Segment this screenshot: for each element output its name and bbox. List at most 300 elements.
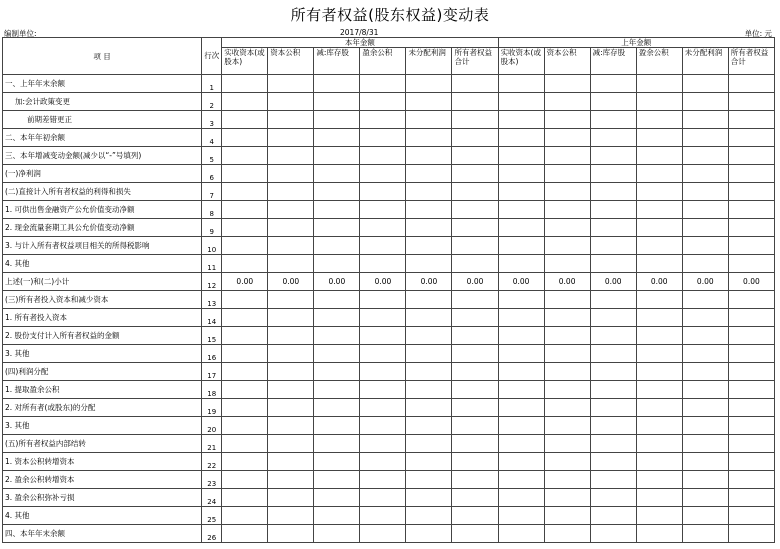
amount-cell[interactable] [544,453,590,471]
amount-cell[interactable] [498,237,544,255]
amount-cell[interactable] [360,147,406,165]
amount-cell[interactable] [360,111,406,129]
amount-cell[interactable] [498,417,544,435]
amount-cell[interactable] [222,75,268,93]
amount-cell[interactable] [636,129,682,147]
amount-cell[interactable] [590,525,636,543]
amount-cell[interactable] [728,309,774,327]
amount-cell[interactable] [222,435,268,453]
amount-cell[interactable] [314,399,360,417]
amount-cell[interactable] [452,471,498,489]
amount-cell[interactable]: 0.00 [544,273,590,291]
amount-cell[interactable] [222,219,268,237]
amount-cell[interactable] [728,453,774,471]
amount-cell[interactable] [268,255,314,273]
amount-cell[interactable] [636,417,682,435]
amount-cell[interactable] [728,345,774,363]
amount-cell[interactable] [728,255,774,273]
amount-cell[interactable] [222,471,268,489]
amount-cell[interactable] [222,129,268,147]
amount-cell[interactable] [268,507,314,525]
amount-cell[interactable] [268,363,314,381]
amount-cell[interactable] [406,507,452,525]
amount-cell[interactable] [498,129,544,147]
amount-cell[interactable] [636,183,682,201]
amount-cell[interactable] [314,345,360,363]
amount-cell[interactable] [544,201,590,219]
amount-cell[interactable] [360,93,406,111]
amount-cell[interactable] [544,165,590,183]
amount-cell[interactable]: 0.00 [360,273,406,291]
amount-cell[interactable] [314,525,360,543]
amount-cell[interactable] [498,399,544,417]
amount-cell[interactable] [498,525,544,543]
amount-cell[interactable] [406,453,452,471]
amount-cell[interactable] [406,255,452,273]
amount-cell[interactable] [268,165,314,183]
amount-cell[interactable] [268,309,314,327]
amount-cell[interactable] [452,453,498,471]
amount-cell[interactable] [682,327,728,345]
amount-cell[interactable] [544,435,590,453]
amount-cell[interactable] [590,255,636,273]
amount-cell[interactable] [728,237,774,255]
amount-cell[interactable] [406,327,452,345]
amount-cell[interactable] [314,435,360,453]
amount-cell[interactable] [222,417,268,435]
amount-cell[interactable] [360,183,406,201]
amount-cell[interactable] [682,255,728,273]
amount-cell[interactable] [682,93,728,111]
amount-cell[interactable] [314,183,360,201]
amount-cell[interactable] [544,327,590,345]
amount-cell[interactable] [406,345,452,363]
amount-cell[interactable] [498,183,544,201]
amount-cell[interactable] [222,165,268,183]
amount-cell[interactable] [406,111,452,129]
amount-cell[interactable] [406,363,452,381]
amount-cell[interactable] [498,93,544,111]
amount-cell[interactable] [452,507,498,525]
amount-cell[interactable] [314,291,360,309]
amount-cell[interactable] [406,381,452,399]
amount-cell[interactable] [544,111,590,129]
amount-cell[interactable] [498,147,544,165]
amount-cell[interactable] [314,417,360,435]
amount-cell[interactable] [728,291,774,309]
amount-cell[interactable] [682,345,728,363]
amount-cell[interactable] [314,111,360,129]
amount-cell[interactable] [314,129,360,147]
amount-cell[interactable] [268,471,314,489]
amount-cell[interactable] [498,507,544,525]
amount-cell[interactable] [222,309,268,327]
amount-cell[interactable] [682,381,728,399]
amount-cell[interactable] [728,507,774,525]
amount-cell[interactable] [636,309,682,327]
amount-cell[interactable] [498,435,544,453]
amount-cell[interactable]: 0.00 [222,273,268,291]
amount-cell[interactable] [452,219,498,237]
amount-cell[interactable] [544,255,590,273]
amount-cell[interactable] [452,489,498,507]
amount-cell[interactable] [682,471,728,489]
amount-cell[interactable] [452,147,498,165]
amount-cell[interactable] [360,471,406,489]
amount-cell[interactable] [360,255,406,273]
amount-cell[interactable] [728,75,774,93]
amount-cell[interactable] [590,507,636,525]
amount-cell[interactable] [406,183,452,201]
amount-cell[interactable] [406,219,452,237]
amount-cell[interactable] [728,165,774,183]
amount-cell[interactable] [452,525,498,543]
amount-cell[interactable] [544,309,590,327]
amount-cell[interactable] [406,435,452,453]
amount-cell[interactable] [682,309,728,327]
amount-cell[interactable] [590,417,636,435]
amount-cell[interactable] [498,255,544,273]
amount-cell[interactable] [728,183,774,201]
amount-cell[interactable] [590,201,636,219]
amount-cell[interactable] [222,525,268,543]
amount-cell[interactable] [590,237,636,255]
amount-cell[interactable] [636,453,682,471]
amount-cell[interactable] [544,291,590,309]
amount-cell[interactable] [682,453,728,471]
amount-cell[interactable] [590,309,636,327]
amount-cell[interactable] [406,417,452,435]
amount-cell[interactable] [268,435,314,453]
amount-cell[interactable] [544,525,590,543]
amount-cell[interactable] [268,219,314,237]
amount-cell[interactable] [590,219,636,237]
amount-cell[interactable] [636,471,682,489]
amount-cell[interactable] [590,147,636,165]
amount-cell[interactable] [360,219,406,237]
amount-cell[interactable] [590,183,636,201]
amount-cell[interactable] [682,417,728,435]
amount-cell[interactable] [590,291,636,309]
amount-cell[interactable] [590,435,636,453]
amount-cell[interactable] [728,381,774,399]
amount-cell[interactable] [728,327,774,345]
amount-cell[interactable] [636,489,682,507]
amount-cell[interactable] [544,219,590,237]
amount-cell[interactable] [682,363,728,381]
amount-cell[interactable] [452,381,498,399]
amount-cell[interactable] [314,507,360,525]
amount-cell[interactable] [268,93,314,111]
amount-cell[interactable] [498,219,544,237]
amount-cell[interactable] [406,93,452,111]
amount-cell[interactable] [590,111,636,129]
amount-cell[interactable] [222,399,268,417]
amount-cell[interactable] [544,147,590,165]
amount-cell[interactable]: 0.00 [314,273,360,291]
amount-cell[interactable] [636,399,682,417]
amount-cell[interactable] [222,453,268,471]
amount-cell[interactable] [360,129,406,147]
amount-cell[interactable] [636,111,682,129]
amount-cell[interactable] [314,309,360,327]
amount-cell[interactable] [636,255,682,273]
amount-cell[interactable] [452,291,498,309]
amount-cell[interactable] [498,363,544,381]
amount-cell[interactable] [452,417,498,435]
amount-cell[interactable] [360,489,406,507]
amount-cell[interactable] [498,291,544,309]
amount-cell[interactable] [498,165,544,183]
amount-cell[interactable] [314,489,360,507]
amount-cell[interactable] [544,237,590,255]
amount-cell[interactable] [636,147,682,165]
amount-cell[interactable] [268,381,314,399]
amount-cell[interactable] [314,327,360,345]
amount-cell[interactable]: 0.00 [406,273,452,291]
amount-cell[interactable]: 0.00 [452,273,498,291]
amount-cell[interactable] [360,237,406,255]
amount-cell[interactable] [544,75,590,93]
amount-cell[interactable] [406,75,452,93]
amount-cell[interactable] [498,111,544,129]
amount-cell[interactable] [498,201,544,219]
amount-cell[interactable] [406,201,452,219]
amount-cell[interactable] [728,399,774,417]
amount-cell[interactable] [314,237,360,255]
amount-cell[interactable] [636,345,682,363]
amount-cell[interactable] [268,417,314,435]
amount-cell[interactable] [222,381,268,399]
amount-cell[interactable] [452,183,498,201]
amount-cell[interactable] [636,363,682,381]
amount-cell[interactable] [590,363,636,381]
amount-cell[interactable] [406,471,452,489]
amount-cell[interactable] [452,327,498,345]
amount-cell[interactable] [498,345,544,363]
amount-cell[interactable] [728,219,774,237]
amount-cell[interactable] [590,381,636,399]
amount-cell[interactable] [360,327,406,345]
amount-cell[interactable] [682,219,728,237]
amount-cell[interactable] [544,399,590,417]
amount-cell[interactable] [636,327,682,345]
amount-cell[interactable]: 0.00 [728,273,774,291]
amount-cell[interactable] [636,93,682,111]
amount-cell[interactable] [590,471,636,489]
amount-cell[interactable] [222,363,268,381]
amount-cell[interactable] [314,93,360,111]
amount-cell[interactable] [222,507,268,525]
amount-cell[interactable] [268,525,314,543]
amount-cell[interactable] [406,129,452,147]
amount-cell[interactable] [728,201,774,219]
amount-cell[interactable] [360,345,406,363]
amount-cell[interactable] [590,93,636,111]
amount-cell[interactable] [590,489,636,507]
amount-cell[interactable] [268,129,314,147]
amount-cell[interactable] [452,399,498,417]
amount-cell[interactable] [498,489,544,507]
amount-cell[interactable] [544,417,590,435]
amount-cell[interactable] [728,471,774,489]
amount-cell[interactable] [360,525,406,543]
amount-cell[interactable] [544,183,590,201]
amount-cell[interactable] [452,237,498,255]
amount-cell[interactable] [682,435,728,453]
amount-cell[interactable] [452,129,498,147]
amount-cell[interactable] [268,111,314,129]
amount-cell[interactable] [590,345,636,363]
amount-cell[interactable] [682,201,728,219]
amount-cell[interactable] [360,201,406,219]
amount-cell[interactable] [636,381,682,399]
amount-cell[interactable] [314,255,360,273]
amount-cell[interactable] [360,75,406,93]
amount-cell[interactable] [268,147,314,165]
amount-cell[interactable] [314,363,360,381]
amount-cell[interactable] [498,327,544,345]
amount-cell[interactable] [360,363,406,381]
amount-cell[interactable] [544,489,590,507]
amount-cell[interactable] [452,309,498,327]
amount-cell[interactable] [268,489,314,507]
amount-cell[interactable] [222,201,268,219]
amount-cell[interactable]: 0.00 [636,273,682,291]
amount-cell[interactable] [544,471,590,489]
amount-cell[interactable] [314,381,360,399]
amount-cell[interactable]: 0.00 [682,273,728,291]
amount-cell[interactable]: 0.00 [590,273,636,291]
amount-cell[interactable] [728,417,774,435]
amount-cell[interactable] [498,453,544,471]
amount-cell[interactable] [544,93,590,111]
amount-cell[interactable] [728,489,774,507]
amount-cell[interactable] [682,399,728,417]
amount-cell[interactable] [360,291,406,309]
amount-cell[interactable] [222,291,268,309]
amount-cell[interactable]: 0.00 [268,273,314,291]
amount-cell[interactable] [682,237,728,255]
amount-cell[interactable] [590,327,636,345]
amount-cell[interactable] [314,453,360,471]
amount-cell[interactable] [268,201,314,219]
amount-cell[interactable] [636,201,682,219]
amount-cell[interactable] [590,75,636,93]
amount-cell[interactable] [728,363,774,381]
amount-cell[interactable] [498,309,544,327]
amount-cell[interactable] [636,435,682,453]
amount-cell[interactable] [268,345,314,363]
amount-cell[interactable] [268,291,314,309]
amount-cell[interactable] [222,345,268,363]
amount-cell[interactable] [544,345,590,363]
amount-cell[interactable] [636,525,682,543]
amount-cell[interactable] [498,381,544,399]
amount-cell[interactable] [636,219,682,237]
amount-cell[interactable] [360,435,406,453]
amount-cell[interactable] [406,399,452,417]
amount-cell[interactable] [498,75,544,93]
amount-cell[interactable] [222,93,268,111]
amount-cell[interactable] [682,489,728,507]
amount-cell[interactable] [682,525,728,543]
amount-cell[interactable] [452,165,498,183]
amount-cell[interactable] [682,165,728,183]
amount-cell[interactable] [636,75,682,93]
amount-cell[interactable] [452,363,498,381]
amount-cell[interactable] [406,165,452,183]
amount-cell[interactable] [728,93,774,111]
amount-cell[interactable] [682,75,728,93]
amount-cell[interactable] [406,291,452,309]
amount-cell[interactable] [314,219,360,237]
amount-cell[interactable] [728,111,774,129]
amount-cell[interactable] [314,471,360,489]
amount-cell[interactable] [406,489,452,507]
amount-cell[interactable] [682,507,728,525]
amount-cell[interactable] [268,453,314,471]
amount-cell[interactable] [544,363,590,381]
amount-cell[interactable] [636,507,682,525]
amount-cell[interactable] [314,201,360,219]
amount-cell[interactable] [222,147,268,165]
amount-cell[interactable] [636,291,682,309]
amount-cell[interactable] [728,129,774,147]
amount-cell[interactable] [360,309,406,327]
amount-cell[interactable] [682,111,728,129]
amount-cell[interactable] [406,525,452,543]
amount-cell[interactable] [406,147,452,165]
amount-cell[interactable] [682,183,728,201]
amount-cell[interactable] [590,129,636,147]
amount-cell[interactable] [406,309,452,327]
amount-cell[interactable] [498,471,544,489]
amount-cell[interactable] [682,147,728,165]
amount-cell[interactable] [544,381,590,399]
amount-cell[interactable] [268,399,314,417]
amount-cell[interactable] [452,111,498,129]
amount-cell[interactable] [590,453,636,471]
amount-cell[interactable] [590,399,636,417]
amount-cell[interactable]: 0.00 [498,273,544,291]
amount-cell[interactable] [452,75,498,93]
amount-cell[interactable] [452,345,498,363]
amount-cell[interactable] [222,237,268,255]
amount-cell[interactable] [682,291,728,309]
amount-cell[interactable] [406,237,452,255]
amount-cell[interactable] [360,453,406,471]
amount-cell[interactable] [728,525,774,543]
amount-cell[interactable] [268,183,314,201]
amount-cell[interactable] [636,237,682,255]
amount-cell[interactable] [360,381,406,399]
amount-cell[interactable] [544,507,590,525]
amount-cell[interactable] [222,183,268,201]
amount-cell[interactable] [360,165,406,183]
amount-cell[interactable] [636,165,682,183]
amount-cell[interactable] [222,255,268,273]
amount-cell[interactable] [728,147,774,165]
amount-cell[interactable] [268,237,314,255]
amount-cell[interactable] [314,165,360,183]
amount-cell[interactable] [222,327,268,345]
amount-cell[interactable] [222,489,268,507]
amount-cell[interactable] [590,165,636,183]
amount-cell[interactable] [452,435,498,453]
amount-cell[interactable] [314,75,360,93]
amount-cell[interactable] [728,435,774,453]
